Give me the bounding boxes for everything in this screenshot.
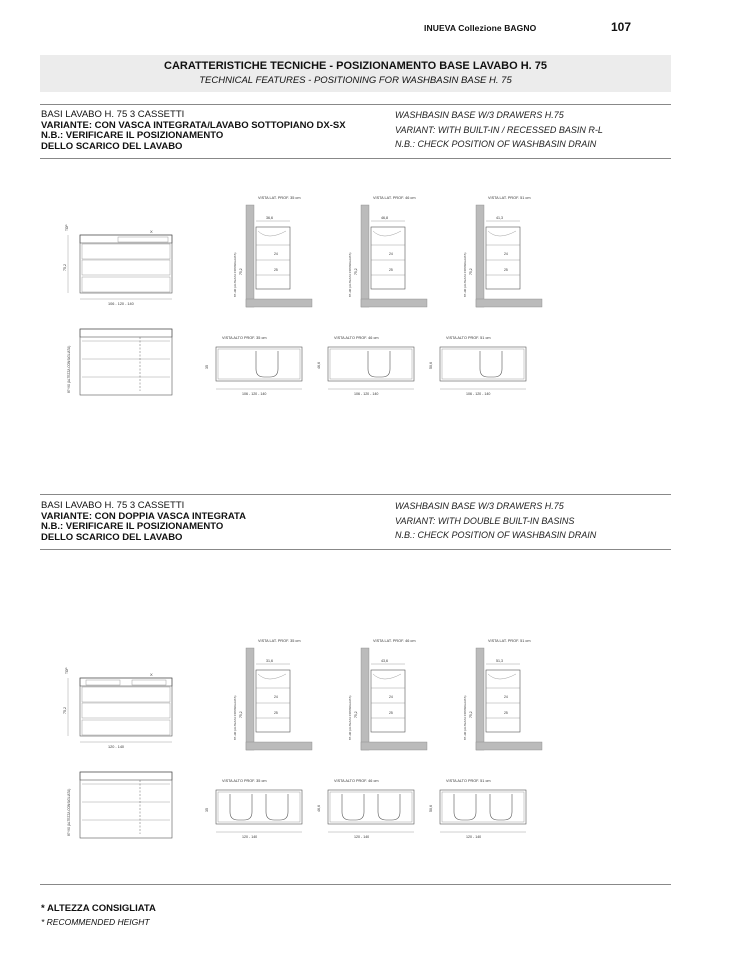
width-dim-label: 106 - 120 - 140 (108, 302, 134, 306)
recommended-height-label: 87÷90 (ALTEZZA CONSIGLIATA) (348, 695, 352, 740)
side-view-label: VISTA LAT. PROF. 51 cm (488, 196, 531, 200)
basin-top (454, 794, 476, 820)
side-view-label: VISTA LAT. PROF. 51 cm (488, 639, 531, 643)
floor (361, 742, 427, 750)
title-band (40, 55, 671, 92)
depth-dim-label: 46,6 (317, 805, 321, 812)
page-subtitle: TECHNICAL FEATURES - POSITIONING FOR WASHBASIN BASE H. 75 (199, 75, 512, 86)
section-1-it-line4: DELLO SCARICO DEL LAVABO (41, 140, 183, 152)
section-2-it-line2: VARIANTE: CON DOPPIA VASCA INTEGRATA (41, 510, 246, 522)
depth-dim-label: 50,6 (429, 362, 433, 369)
page-number: 107 (611, 20, 632, 34)
drawer-front (82, 720, 170, 735)
height-dim-label: 75,2 (469, 268, 473, 275)
width-dim-label: 120 - 140 (108, 745, 125, 749)
top-view-label: VISTA ALTO PROF. 35 cm (222, 336, 267, 340)
section-2-it-line4: DELLO SCARICO DEL LAVABO (41, 531, 183, 543)
section-1-drawings (40, 185, 700, 485)
wall (361, 205, 369, 307)
side-cabinet (486, 670, 520, 732)
drawer-dim-label: 24 (504, 695, 508, 699)
section-2-en-text (395, 499, 596, 543)
basin-profile (373, 231, 401, 236)
side-cabinet (371, 227, 405, 289)
drawer-front (82, 244, 170, 259)
front-cabinet (80, 678, 172, 736)
recommended-height-label: 87÷90 (ALTEZZA CONSIGLIATA) (67, 788, 71, 836)
wall (246, 648, 254, 750)
wall (476, 648, 484, 750)
wall (361, 648, 369, 750)
floor (246, 299, 312, 307)
front-cabinet (80, 235, 172, 293)
wall (246, 205, 254, 307)
side-cabinet (486, 227, 520, 289)
section-1-en-line2: VARIANT: WITH BUILT-IN / RECESSED BASIN R-L (395, 124, 603, 135)
drawer-front (82, 703, 170, 718)
divider (40, 549, 671, 550)
basin-profile (373, 674, 401, 679)
height-dim-label: 75,2 (354, 711, 358, 718)
floor (246, 742, 312, 750)
section-1-en-line3: N.B.: CHECK POSITION OF WASHBASIN DRAIN (395, 139, 597, 149)
front-top (80, 772, 172, 780)
divider (40, 884, 671, 885)
recommended-height-label: 87÷90 (ALTEZZA CONSIGLIATA) (233, 695, 237, 740)
basin-outline (132, 680, 166, 685)
x-label: X (150, 672, 153, 677)
top-label: TOP (65, 667, 69, 674)
drawer-dim-label: 24 (274, 695, 278, 699)
depth-dim-label: 35 (205, 365, 209, 369)
footnote: * ALTEZZA CONSIGLIATA (41, 903, 156, 914)
drawer-front (82, 277, 170, 292)
front-cabinet-drain (80, 772, 172, 838)
drawer-dim-label: 24 (389, 252, 393, 256)
recommended-height-label: 87÷90 (ALTEZZA CONSIGLIATA) (348, 252, 352, 297)
basin-profile (258, 231, 286, 236)
side-view-label: VISTA LAT. PROF. 35 cm (258, 196, 301, 200)
top-inner (442, 349, 524, 379)
width-dim-label: 106 - 120 - 140 (242, 392, 267, 396)
width-dim-label: 120 - 140 (242, 835, 258, 839)
recommended-height-label: 87÷90 (ALTEZZA CONSIGLIATA) (463, 252, 467, 297)
recommended-height-label: 87÷90 (ALTEZZA CONSIGLIATA) (463, 695, 467, 740)
top-cabinet (328, 790, 414, 824)
top-cabinet (216, 790, 302, 824)
drawer-dim-label: 25 (389, 711, 393, 715)
drawer-dim-label: 25 (274, 268, 278, 272)
side-view-label: VISTA LAT. PROF. 46 cm (373, 639, 416, 643)
width-dim-label: 106 - 120 - 140 (354, 392, 379, 396)
section-2-it-line1: BASI LAVABO H. 75 3 CASSETTI (41, 500, 185, 511)
basin-top (230, 794, 252, 820)
page-title: CARATTERISTICHE TECNICHE - POSIZIONAMENTO BASE LAVABO H. 75 (164, 60, 547, 72)
drawer-front (82, 687, 170, 702)
depth-dim-label: 31,6 (266, 659, 273, 663)
basin-outline (118, 237, 168, 242)
x-label: X (150, 229, 153, 234)
section-1-en-text (395, 108, 603, 152)
side-view-label: VISTA LAT. PROF. 35 cm (258, 639, 301, 643)
top-view-label: VISTA ALTO PROF. 51 cm (446, 336, 491, 340)
top-view-label: VISTA ALTO PROF. 46 cm (334, 336, 379, 340)
wall (476, 205, 484, 307)
section-1-it-line2: VARIANTE: CON VASCA INTEGRATA/LAVABO SOTTOPIANO DX-SX (41, 119, 346, 131)
basin-top (378, 794, 400, 820)
depth-dim-label: 36,6 (266, 216, 273, 220)
recommended-height-label: 87÷90 (ALTEZZA CONSIGLIATA) (67, 345, 71, 393)
basin-top (342, 794, 364, 820)
section-2-drawings (40, 598, 700, 898)
drawer-front (82, 260, 170, 275)
depth-dim-label: 51,3 (496, 659, 503, 663)
drawer-dim-label: 25 (504, 268, 508, 272)
divider (40, 494, 671, 495)
front-top (80, 329, 172, 337)
section-1-it-line3: N.B.: VERIFICARE IL POSIZIONAMENTO (41, 130, 224, 142)
height-dim-label: 75,2 (239, 268, 243, 275)
drawer-dim-label: 24 (274, 252, 278, 256)
depth-dim-label: 46,6 (317, 362, 321, 369)
drawer-dim-label: 24 (504, 252, 508, 256)
collection-name: INUEVA Collezione BAGNO (424, 23, 537, 33)
height-dim-label: 75,2 (354, 268, 358, 275)
section-2-it-text (41, 501, 246, 543)
height-dim-label: 75,2 (63, 707, 67, 714)
top-cabinet (440, 790, 526, 824)
drawer-dim-label: 24 (389, 695, 393, 699)
top-inner (218, 349, 300, 379)
basin-profile (488, 674, 516, 679)
top-inner (330, 349, 412, 379)
basin-top (266, 794, 288, 820)
height-dim-label: 75,2 (469, 711, 473, 718)
depth-dim-label: 41,3 (496, 216, 503, 220)
basin-outline (86, 680, 120, 685)
width-dim-label: 106 - 120 - 140 (466, 392, 491, 396)
side-cabinet (371, 670, 405, 732)
section-1-it-line1: BASI LAVABO H. 75 3 CASSETTI (41, 109, 185, 120)
width-dim-label: 120 - 140 (466, 835, 482, 839)
front-cabinet-drain (80, 329, 172, 395)
floor (361, 299, 427, 307)
section-2-en-line1: WASHBASIN BASE W/3 DRAWERS H.75 (395, 501, 564, 511)
divider (40, 158, 671, 159)
depth-dim-label: 35 (205, 808, 209, 812)
top-view-label: VISTA ALTO PROF. 46 cm (334, 779, 379, 783)
side-cabinet (256, 670, 290, 732)
basin-top (256, 351, 278, 377)
front-top (80, 678, 172, 686)
divider (40, 104, 671, 105)
top-label: TOP (65, 224, 69, 231)
floor (476, 299, 542, 307)
side-cabinet (256, 227, 290, 289)
width-dim-label: 120 - 140 (354, 835, 370, 839)
floor (476, 742, 542, 750)
recommended-height-label: 87÷90 (ALTEZZA CONSIGLIATA) (233, 252, 237, 297)
top-view-label: VISTA ALTO PROF. 51 cm (446, 779, 491, 783)
side-view-label: VISTA LAT. PROF. 46 cm (373, 196, 416, 200)
drawer-dim-label: 25 (504, 711, 508, 715)
depth-dim-label: 46,8 (381, 216, 388, 220)
section-1-en-line1: WASHBASIN BASE W/3 DRAWERS H.75 (395, 110, 564, 120)
footnote-translation: * RECOMMENDED HEIGHT (41, 917, 150, 927)
section-2-en-line2: VARIANT: WITH DOUBLE BUILT-IN BASINS (395, 515, 575, 526)
depth-dim-label: 50,6 (429, 805, 433, 812)
depth-dim-label: 43,6 (381, 659, 388, 663)
height-dim-label: 75,2 (239, 711, 243, 718)
basin-profile (258, 674, 286, 679)
basin-profile (488, 231, 516, 236)
section-1-it-text (41, 110, 346, 152)
basin-top (480, 351, 502, 377)
section-2-en-line3: N.B.: CHECK POSITION OF WASHBASIN DRAIN (395, 530, 597, 540)
height-dim-label: 75,2 (63, 264, 67, 271)
basin-top (368, 351, 390, 377)
basin-top (490, 794, 512, 820)
section-2-it-line3: N.B.: VERIFICARE IL POSIZIONAMENTO (41, 521, 224, 533)
top-view-label: VISTA ALTO PROF. 35 cm (222, 779, 267, 783)
drawer-dim-label: 25 (274, 711, 278, 715)
drawer-dim-label: 25 (389, 268, 393, 272)
